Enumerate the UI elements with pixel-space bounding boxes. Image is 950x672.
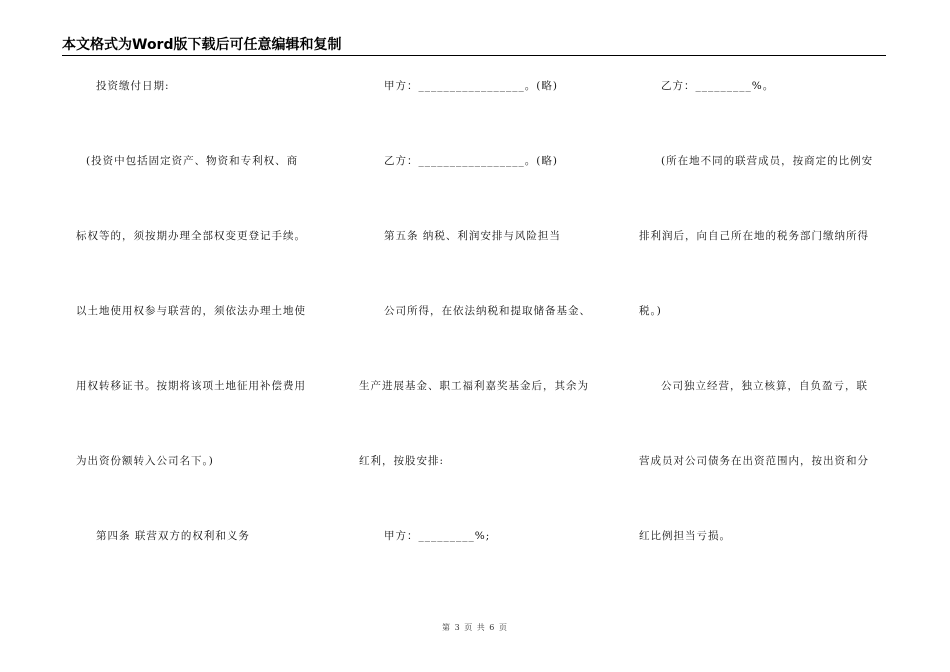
text-line: 用权转移证书。按期将该项土地征用补偿费用 — [76, 380, 306, 392]
text-line: 甲方：_________________。(略) — [384, 80, 558, 92]
text-line: 以土地使用权参与联营的，须依法办理土地使 — [76, 305, 306, 317]
text-line: 标权等的，须按期办理全部权变更登记手续。 — [76, 230, 306, 242]
section-heading: 第四条 联营双方的权利和义务 — [96, 530, 250, 542]
document-header-title: 本文格式为Word版下载后可任意编辑和复制 — [62, 37, 342, 53]
text-line: 税。) — [639, 305, 662, 317]
text-line: (投资中包括固定资产、物资和专利权、商 — [86, 155, 299, 167]
text-line: 生产进展基金、职工福利嘉奖基金后，其余为 — [359, 380, 589, 392]
text-line: 为出资份额转入公司名下。) — [76, 455, 214, 467]
section-heading: 第五条 纳税、利润安排与风险担当 — [384, 230, 561, 242]
header-rule — [62, 55, 886, 56]
text-line: 公司所得，在依法纳税和提取储备基金、 — [384, 305, 591, 317]
text-line: 甲方：_________%; — [384, 530, 491, 542]
text-line: 营成员对公司债务在出资范围内，按出资和分 — [639, 455, 869, 467]
text-line: 乙方：_________________。(略) — [384, 155, 558, 167]
text-line: 投资缴付日期: — [96, 80, 170, 92]
text-line: 排利润后，向自己所在地的税务部门缴纳所得 — [639, 230, 869, 242]
page-number: 第 3 页 共 6 页 — [442, 623, 508, 632]
text-line: 红利，按股安排: — [359, 455, 445, 467]
text-line: (所在地不同的联营成员，按商定的比例安 — [661, 155, 874, 167]
text-line: 红比例担当亏损。 — [639, 530, 731, 542]
text-line: 乙方：_________%。 — [661, 80, 775, 92]
text-line: 公司独立经营，独立核算，自负盈亏，联 — [661, 380, 868, 392]
